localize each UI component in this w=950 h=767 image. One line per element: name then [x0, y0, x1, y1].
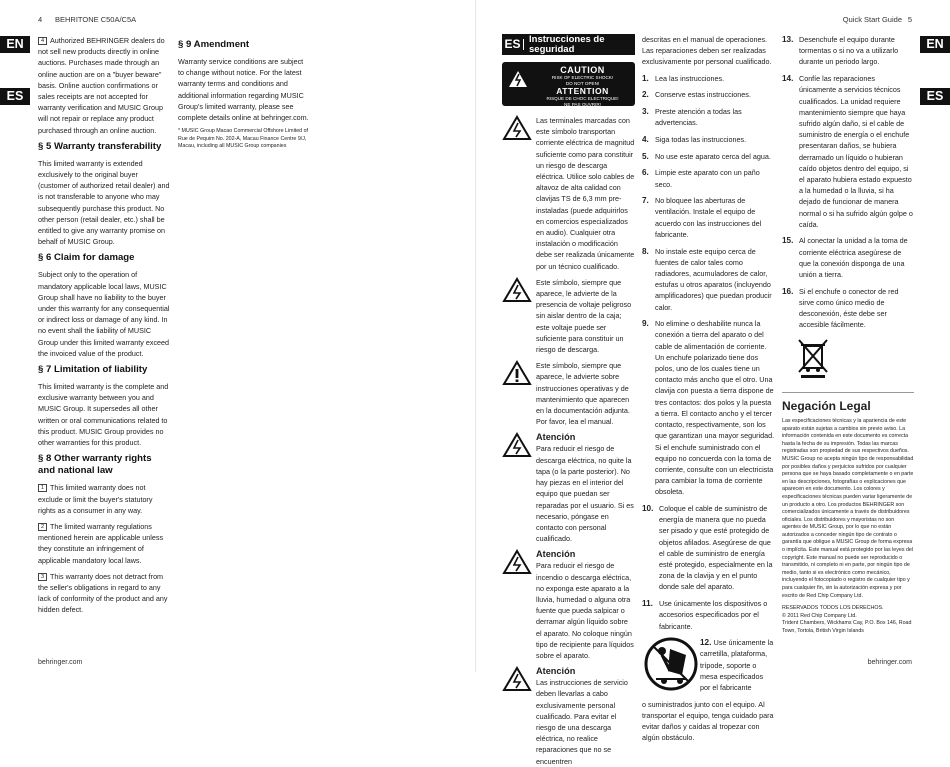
safety-item: 1. Lea las instrucciones. — [642, 73, 725, 83]
right-page — [475, 0, 950, 766]
shock-warning-icon — [508, 70, 528, 88]
legal-heading: Negación Legal — [782, 398, 871, 413]
lang-tab-en[interactable]: EN — [920, 36, 950, 53]
item-box-icon: 1 — [38, 484, 47, 492]
item-box-icon: 2 — [38, 523, 47, 531]
heading-amendment: § 9 Amendment — [178, 39, 250, 50]
shock-warning-icon — [502, 666, 532, 692]
safety-item: 3. Preste atención a todas las advertencias. — [642, 107, 742, 128]
lang-tab-es[interactable]: ES — [0, 88, 30, 105]
transferability-paragraph: This limited warranty is extended exclusively to the original buyer (customer of authorized retail dealer) and is not transferable to anyone who may subsequently purchase this product. No other person (retail dealer, etc.) shall be entitled to give any warranty promise on behalf of MUSIC Group. — [38, 158, 170, 247]
heading-other-rights: § 8 Other warranty rights and national law — [38, 453, 152, 477]
exclamation-warning-icon — [502, 360, 532, 386]
section-lang: ES — [502, 39, 524, 50]
safety-item: 6. Limpie este aparato con un paño seco. — [642, 168, 760, 189]
heading-transferability: § 5 Warranty transferability — [38, 140, 162, 152]
rights-item-2: 2 The limited warranty regulations mentioned herein are applicable unless they constitute an infringement of applicable mandatory local laws. — [38, 521, 164, 565]
page-header: Quick Start Guide — [842, 15, 902, 24]
safety-item: 5. No use este aparato cerca del agua. — [642, 151, 771, 161]
limitation-paragraph: This limited warranty is the complete and exclusive warranty between you and MUSIC Group. It supersedes all other written or oral communications related to this product. MUSIC Group provides no other warranties for this product. — [38, 382, 169, 448]
weee-symbol — [796, 337, 914, 382]
heading-limitation: § 7 Limitation of liability — [38, 364, 148, 376]
safety-item: 11. Use únicamente los dispositivos o accesorios especificados por el fabricante. — [642, 599, 768, 631]
legal-paragraph: Las especificaciones técnicas y la apariencia de este aparato están sujetas a cambios sin previo aviso. La información contenida en este documento es correcta hasta la fecha de su impresión. Todas las marcas registradas son propiedad de sus respectivos dueños. MUSIC Group no acepta ningún tipo de responsabilidad por posibles daños y perjuicios sufridos por cualquier persona que se haya basado completamente o en parte en las descripciones, fotografías o explicaciones que aparecen en este documento. Los colores y especificaciones técnicas pueden variar ligeramente de un producto a otro. Los productos BEHRINGER son comercializados únicamente a través de distribuidores oficiales. Los distribuidores y mayoristas no son agentes de MUSIC Group, por lo que no están autorizados a conceder ningún tipo de contrato o garantía que obligue a MUSIC Group de forma expresa o implícita. Este manual está protegido por las leyes del copyright. Este manual no puede ser reproducido o transmitido, ni completo ni en parte, por ningún tipo de medio, tanto si es electrónico como mecánico, incluyendo el fotocopiado o registro de cualquier tipo y para cualquier fin, sin la autorización expresa y por escrito de Red Chip Company Ltd. — [782, 417, 914, 599]
attention-2: Atención Para reducir el riesgo de incendio o descarga eléctrica, no exponga este aparato a la lluvia, humedad o alguna otra fuente que pueda salpicar o derramar algún líquido sobre el aparato. No coloque ningún tipo de recipiente para líquidos sobre el aparato. — [502, 549, 635, 661]
footer-url[interactable]: behringer.com — [38, 659, 83, 666]
attention-1: Atención Para reducir el riesgo de descarga eléctrica, no quite la tapa (o la parte posterior). No hay piezas en el interior del equipo que puedan ser reparadas por el usuario. Si es necesario, póngase en contacto con personal cualificado. — [502, 432, 635, 544]
rights-item-1: 1 This limited warranty does not exclude or limit the buyer's statutory rights as a consumer in any way. — [38, 483, 153, 515]
safety-item: 10. Coloque el cable de suministro de energía de manera que no pueda ser pisado y que esté protegido de objetos afilados. Asegúrese de que el cable de suministro de energía esté protegido, especialmente en la zona de la clavija y en el punto donde sale del aparato. — [642, 504, 773, 592]
heading-claim-damage: § 6 Claim for damage — [38, 252, 135, 264]
shock-warning-icon — [502, 115, 532, 141]
rights-reserved: RESERVADOS TODOS LOS DERECHOS. — [782, 605, 884, 612]
safety-item: 4. Siga todas las instrucciones. — [642, 134, 747, 144]
claim-paragraph: Subject only to the operation of mandatory applicable local laws, MUSIC Group shall have no liability to the buyer under this warranty for any consequential or indirect loss or damage of any kind. In no event shall the liability of MUSIC Group under this limited warranty exceed the invoiced value of the product. — [38, 270, 170, 358]
footer-url[interactable]: behringer.com — [867, 659, 912, 666]
section-title: Instrucciones de seguridad — [529, 34, 605, 55]
attention-3: Atención Las instrucciones de servicio deben llevarlas a cabo exclusivamente personal cualificado. Para evitar el riesgo de una descarga eléctrica, no realice reparaciones que no se encuentren — [502, 666, 635, 767]
cart-warning-icon — [642, 637, 700, 691]
warranty-column-1 — [38, 35, 171, 655]
safety-item: 14. Confíe las reparaciones únicamente a servicios técnicos cualificados. La unidad requiere mantenimiento siempre que haya sufrido algún daño, si el cable de suministro de energía o el enchufe presentaran daños, se hubiera derramado un líquido o hubieran caído objetos dentro del equipo, si el aparato hubiera estado expuesto a la humedad o la lluvia, si ha dejado de funcionar de manera normal o si ha sufrido algún golpe o caída. — [782, 74, 913, 229]
lang-tab-es[interactable]: ES — [920, 88, 950, 105]
safety-item-12: 12. Use únicamente la carretilla, plataforma, trípode, soporte o mesa especificados por el fabricante — [642, 637, 775, 693]
safety-item: 16. Si el enchufe o conector de red sirve como único medio de desconexión, éste debe ser accesible fácilmente. — [782, 286, 899, 330]
safety-item: 8. No instale este equipo cerca de fuentes de calor tales como radiadores, acumuladores de calor, estufas u otros aparatos (incluyendo amplificadores) que puedan producir calor. — [642, 246, 772, 312]
crossed-bin-icon — [796, 337, 830, 379]
rights-item-3: 3 This warranty does not detract from the seller's obligations in regard to any lack of conformity of the product and any hidden defect. — [38, 571, 168, 615]
item-box-icon: 3 — [38, 573, 47, 581]
intro-continued: descritas en el manual de operaciones. Las reparaciones deben ser realizadas exclusivamente por personal cualificado. — [642, 35, 772, 67]
safety-column-3 — [782, 34, 914, 644]
auction-paragraph: 4 Authorized BEHRINGER dealers do not sell new products directly in online auctions. Purchases made through an online auction are on a "buyer beware" basis. Online auction confirmations or sales receipts are not accepted for warranty verification and MUSIC Group will not repair or replace any product purchased through an online auction. — [38, 36, 165, 135]
safety-column-2 — [642, 34, 775, 743]
shock-warning-icon — [502, 432, 532, 458]
lang-tab-en[interactable]: EN — [0, 36, 30, 53]
amendment-paragraph: Warranty service conditions are subject to change without notice. For the latest warranty terms and conditions and additional information regarding MUSIC Group's limited warranty, please see complete details online at behringer.com. — [178, 57, 309, 123]
manual-warning: Este símbolo, siempre que aparece, le advierte sobre instrucciones operativas y de mantenimiento que aparecen en la documentación adjunta. Por favor, lea el manual. — [502, 360, 635, 427]
caution-label: CAUTION RISK OF ELECTRIC SHOCK! DO NOT OPEN! ATTENTION RISQUE DE CHOC ELECTRIQUE! NE PAS OUVRIR! — [502, 62, 635, 106]
address: Trident Chambers, Wickhams Cay, P.O. Box 146, Road Town, Tortola, British Virgin Islands — [782, 620, 912, 635]
shock-warning-icon — [502, 549, 532, 575]
terminal-warning: Las terminales marcadas con este símbolo transportan corriente eléctrica de magnitud suficiente como para constituir un riesgo de descarga eléctrica. Utilice solo cables de altavoz de alta calidad con clavijas TS de 6,3 mm pre-instaladas (puede adquirirlos en comercios especializados en audio). Cualquier otra instalación o modificación debe ser realizada únicamente por un técnico cualificado. — [502, 115, 635, 272]
shock-warning-icon — [502, 277, 532, 303]
safety-item: 15. Al conectar la unidad a la toma de corriente eléctrica asegúrese de que la conexión disponga de una unión a tierra. — [782, 236, 908, 280]
safety-column-1 — [502, 34, 635, 766]
copyright: © 2011 Red Chip Company Ltd. — [782, 612, 857, 619]
page-number: 4 — [38, 15, 43, 24]
page-header: BEHRITONE C50A/C5A — [55, 15, 137, 24]
voltage-warning: Este símbolo, siempre que aparece, le advierte de la presencia de voltaje peligroso sin aislar dentro de la caja; este voltaje puede ser suficiente para constituir un riesgo de descarga. — [502, 277, 635, 355]
safety-item: 9. No elimine o deshabilite nunca la conexión a tierra del aparato o del cable de alimentación de corriente. Un enchufe polarizado tiene dos polos, uno de los cuales tiene un contacto más ancho que el otro. Una clavija con puesta a tierra dispone de tres contactos: dos polos y la puesta a tierra. El contacto ancho y el tercer contacto, respectivamente, son los que garantizan una mayor seguridad. Si el enchufe suministrado con el equipo no concuerda con la toma de corriente, consulte con un electricista para cambiar la toma de corriente obsoleta. — [642, 319, 775, 497]
safety-item: 7. No bloquee las aberturas de ventilación. Instale el equipo de acuerdo con las instrucciones del fabricante. — [642, 196, 762, 239]
safety-item: 2. Conserve estas instrucciones. — [642, 90, 751, 100]
item-box-icon: 4 — [38, 37, 47, 45]
warranty-column-2 — [178, 35, 310, 165]
left-page — [0, 0, 475, 672]
page-number: 5 — [907, 15, 912, 24]
safety-item-12-continued: o suministrados junto con el equipo. Al transportar el equipo, tenga cuidado para evitar daños y caídas al tropezar con algún obstáculo. — [642, 699, 774, 743]
footnote: * MUSIC Group Macao Commercial Offshore Limited of Rue de Pequim No. 202-A, Macau Finance Centre 9/J, Macau, including all MUSIC Group companies — [178, 128, 309, 150]
safety-item: 13. Desenchufe el equipo durante tormentas o si no va a utilizarlo durante un periodo largo. — [782, 35, 899, 67]
section-tab — [502, 34, 635, 55]
